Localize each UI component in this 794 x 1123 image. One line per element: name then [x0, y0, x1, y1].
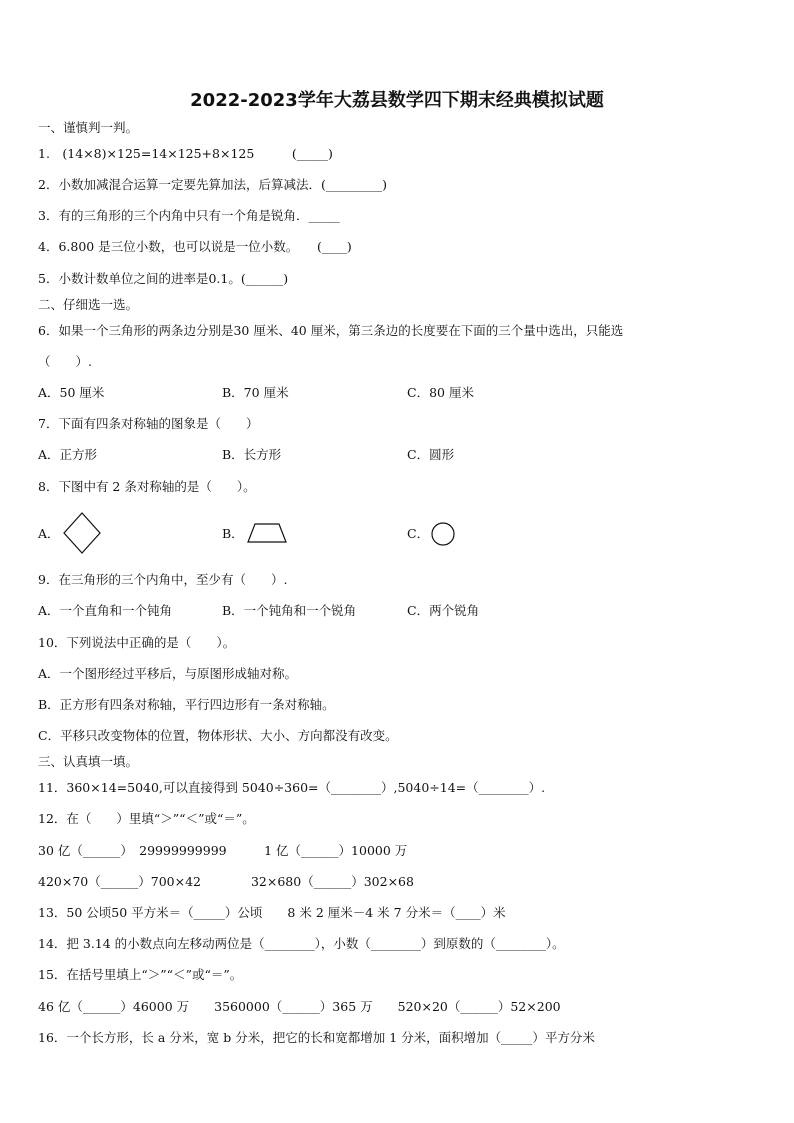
- question-8-text: 8．下图中有 2 条对称轴的是（ ）。: [38, 479, 256, 494]
- question-7-option-c: C．圆形: [407, 447, 455, 462]
- question-8-option-a: A．: [38, 526, 60, 541]
- question-7-option-a: A．正方形: [38, 447, 98, 462]
- question-6-option-b: B．70 厘米: [222, 385, 289, 400]
- question-10-option-c: C．平移只改变物体的位置，物体形状、大小、方向都没有改变。: [38, 728, 398, 743]
- section-heading-judge: 一、谨慎判一判。: [38, 120, 139, 135]
- question-10-text: 10．下列说法中正确的是（ ）。: [38, 635, 236, 650]
- question-8-option-c: C．: [407, 526, 430, 541]
- question-8-option-b: B．: [222, 526, 244, 541]
- question-15-text: 15．在括号里填上“＞”“＜”或“＝”。: [38, 967, 243, 982]
- section-heading-fill: 三、认真填一填。: [38, 754, 139, 769]
- question-9-text: 9．在三角形的三个内角中，至少有（ ）.: [38, 572, 288, 587]
- question-5: 5．小数计数单位之间的进率是0.1。(______): [38, 271, 289, 286]
- circle-shape-icon: [430, 521, 456, 547]
- question-15-row-1: 46 亿（______）46000 万 3560000（______）365 万 520×20（______）52×200: [38, 999, 561, 1014]
- diamond-shape-icon: [62, 511, 102, 555]
- section-heading-choose: 二、仔细选一选。: [38, 297, 139, 312]
- question-9-option-b: B．一个钝角和一个锐角: [222, 603, 357, 618]
- question-4: 4．6.800 是三位小数，也可以说是一位小数。 (____): [38, 239, 352, 254]
- question-6-option-c: C．80 厘米: [407, 385, 474, 400]
- question-12-row-1: 30 亿（______） 29999999999 1 亿（______）10000 万: [38, 843, 408, 858]
- question-12-text: 12．在（ ）里填“＞”“＜”或“＝”。: [38, 811, 255, 826]
- page-title: 2022-2023学年大荔县数学四下期末经典模拟试题: [190, 90, 604, 111]
- question-7-option-b: B．长方形: [222, 447, 282, 462]
- question-12-row-2: 420×70（______）700×42 32×680（______）302×68: [38, 874, 414, 889]
- question-7-text: 7．下面有四条对称轴的图象是（ ）: [38, 416, 259, 431]
- question-6-bracket: （ ）.: [38, 354, 92, 369]
- question-10-option-b: B．正方形有四条对称轴，平行四边形有一条对称轴。: [38, 697, 335, 712]
- trapezoid-shape-icon: [246, 522, 288, 544]
- question-6-text: 6．如果一个三角形的两条边分别是30 厘米、40 厘米，第三条边的长度要在下面的三个量中选出，只能选: [38, 323, 624, 338]
- question-9-option-c: C．两个锐角: [407, 603, 480, 618]
- question-1: 1. (14×8)×125=14×125+8×125 (_____): [38, 146, 333, 161]
- question-14: 14．把 3.14 的小数点向左移动两位是（________），小数（________）到原数的（________）。: [38, 936, 565, 951]
- question-2: 2．小数加减混合运算一定要先算加法，后算减法．(_________): [38, 177, 387, 192]
- question-11: 11．360×14=5040,可以直接得到 5040÷360=（________）,5040÷14=（________）.: [38, 780, 546, 795]
- question-13: 13．50 公顷50 平方米＝（_____）公顷 8 米 2 厘米－4 米 7 分米＝（____）米: [38, 905, 506, 920]
- question-10-option-a: A．一个图形经过平移后，与原图形成轴对称。: [38, 666, 298, 681]
- question-16: 16．一个长方形，长 a 分米，宽 b 分米，把它的长和宽都增加 1 分米，面积增加（_____）平方分米: [38, 1030, 595, 1045]
- question-3: 3．有的三角形的三个内角中只有一个角是锐角．_____: [38, 208, 340, 223]
- question-6-option-a: A．50 厘米: [38, 385, 105, 400]
- question-9-option-a: A．一个直角和一个钝角: [38, 603, 173, 618]
